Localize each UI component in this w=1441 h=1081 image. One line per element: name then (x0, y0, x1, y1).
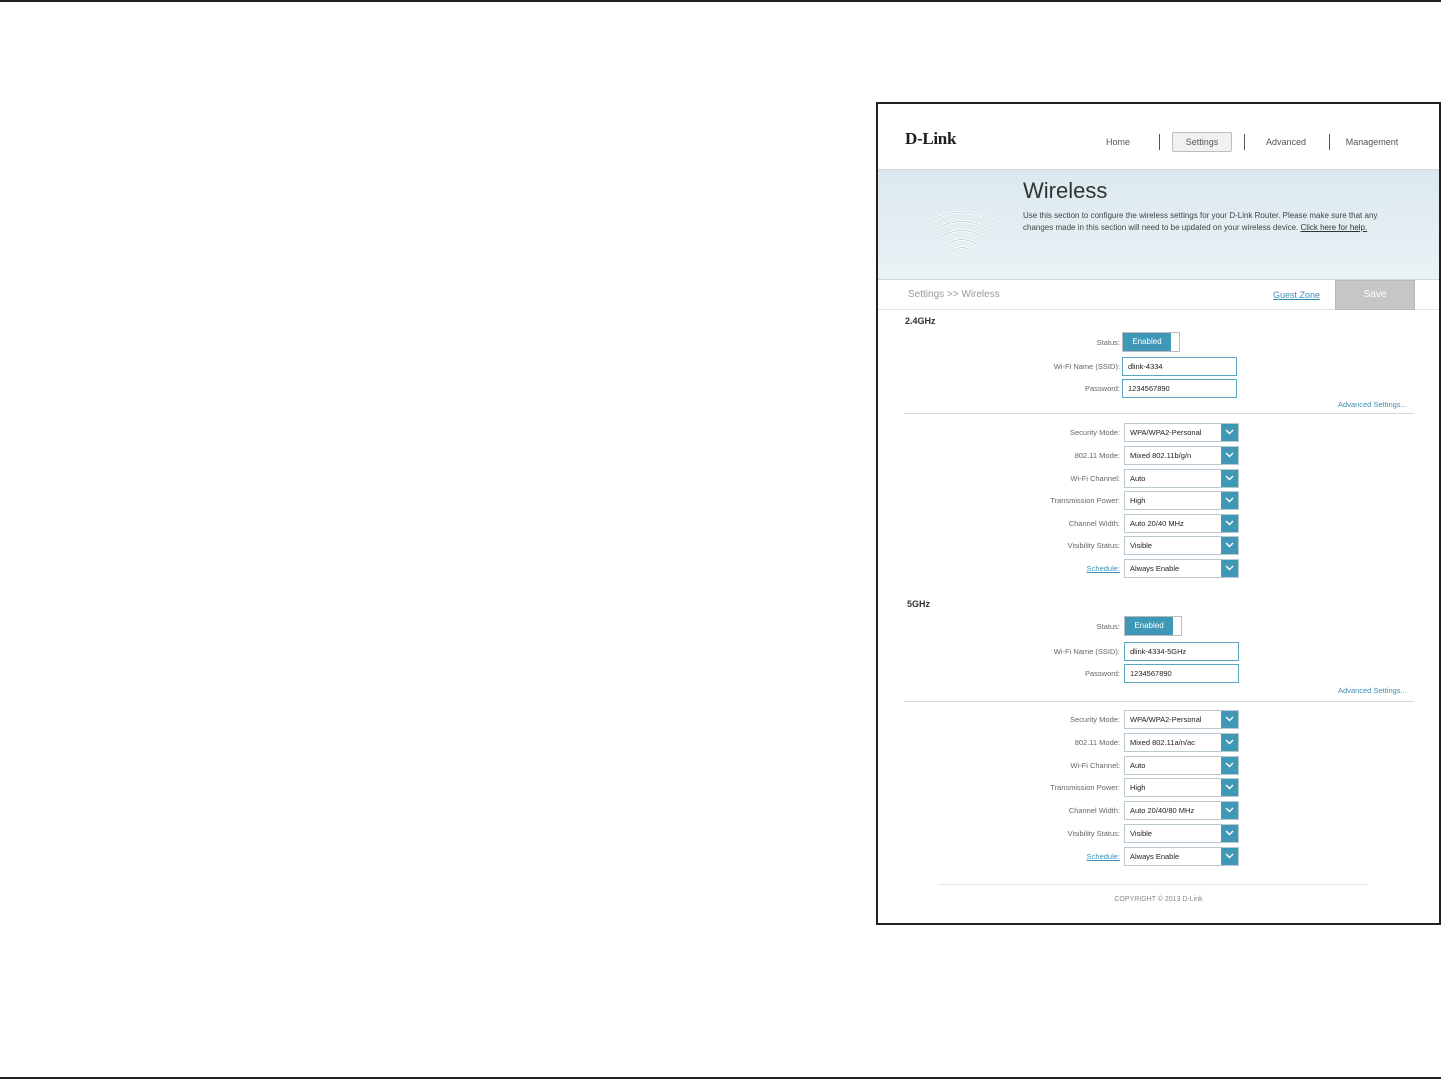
chevron-down-icon (1221, 447, 1238, 464)
select-value: Visible (1130, 829, 1152, 838)
status-toggle-label: Enabled (1123, 333, 1171, 351)
wifi-channel-label: Wi-Fi Channel: (1070, 761, 1120, 770)
select-value: Auto (1130, 474, 1146, 483)
password-input-5ghz[interactable]: 1234567890 (1124, 664, 1239, 683)
transmission-power-select-5ghz[interactable] (1124, 778, 1239, 797)
chevron-down-icon (1221, 470, 1238, 487)
visibility-status-label: Visibility Status: (1067, 829, 1120, 838)
schedule-label (970, 852, 1120, 861)
transmission-power-label: Transmission Power: (1050, 496, 1120, 505)
page-title: Wireless (1023, 178, 1108, 203)
schedule-select-24ghz[interactable] (1124, 559, 1239, 578)
security-mode-label: Security Mode: (1069, 428, 1120, 437)
ssid-label: Wi-Fi Name (SSID): (1053, 362, 1120, 371)
select-value: High (1130, 496, 1146, 505)
select-value: Mixed 802.11a/n/ac (1130, 738, 1195, 747)
chevron-down-icon (1221, 711, 1238, 728)
wifi-icon (922, 206, 1002, 256)
select-value: WPA/WPA2-Personal (1130, 428, 1202, 437)
section-divider (904, 413, 1414, 414)
advanced-settings-link-5ghz[interactable]: Advanced Settings... (1338, 686, 1407, 695)
chevron-down-icon (1221, 825, 1238, 842)
page-description (1023, 210, 1403, 234)
status-label: Status: (1096, 622, 1120, 631)
wireless-banner (878, 170, 1439, 280)
select-value: WPA/WPA2-Personal (1130, 715, 1202, 724)
status-toggle-24ghz[interactable] (1122, 332, 1180, 352)
password-label: Password: (1084, 669, 1120, 678)
select-value: Mixed 802.11b/g/n (1130, 451, 1192, 460)
wifi-channel-label: Wi-Fi Channel: (1070, 474, 1120, 483)
select-value: Auto 20/40/80 MHz (1130, 806, 1195, 815)
nav-settings[interactable]: Settings (1172, 132, 1232, 152)
password-input-24ghz[interactable]: 1234567890 (1122, 379, 1237, 398)
section-title-24ghz: 2.4GHz (905, 316, 936, 326)
main-nav (878, 134, 1439, 150)
wifi-mode-label: 802.11 Mode: (1074, 738, 1120, 747)
security-mode-label: Security Mode: (1069, 715, 1120, 724)
chevron-down-icon (1221, 424, 1238, 441)
router-ui-screenshot (876, 102, 1441, 925)
nav-separator (1159, 134, 1160, 150)
description-text: Use this section to configure the wireless settings for your D-Link Router. Please make sure that any changes made in this section will need to be updated on your wireless device. (1023, 211, 1378, 232)
channel-width-label: Channel Width: (1068, 519, 1120, 528)
wifi-mode-label: 802.11 Mode: (1074, 451, 1120, 460)
channel-width-select-24ghz[interactable] (1124, 514, 1239, 533)
top-navigation-bar (878, 104, 1439, 170)
wifi-channel-select-24ghz[interactable] (1124, 469, 1239, 488)
transmission-power-select-24ghz[interactable] (1124, 491, 1239, 510)
help-link[interactable]: Click here for help. (1300, 223, 1368, 232)
nav-advanced[interactable]: Advanced (1265, 137, 1307, 147)
chevron-down-icon (1221, 848, 1238, 865)
page-bottom-rule (0, 1077, 1441, 1079)
channel-width-label: Channel Width: (1068, 806, 1120, 815)
status-toggle-5ghz[interactable] (1124, 616, 1182, 636)
nav-home[interactable]: Home (1105, 137, 1130, 147)
chevron-down-icon (1221, 560, 1238, 577)
status-toggle-label: Enabled (1125, 617, 1173, 635)
nav-separator (1329, 134, 1330, 150)
schedule-select-5ghz[interactable] (1124, 847, 1239, 866)
save-button[interactable]: Save (1335, 280, 1415, 310)
chevron-down-icon (1221, 734, 1238, 751)
select-value: Auto (1130, 761, 1146, 770)
advanced-settings-link-24ghz[interactable]: Advanced Settings... (1338, 400, 1407, 409)
select-value: Always Enable (1130, 564, 1180, 573)
password-label: Password: (1084, 384, 1120, 393)
status-label: Status: (1096, 338, 1120, 347)
chevron-down-icon (1221, 757, 1238, 774)
security-mode-select-5ghz[interactable] (1124, 710, 1239, 729)
page-top-rule (0, 0, 1441, 2)
copyright: COPYRIGHT © 2013 D-Link (1114, 896, 1203, 903)
chevron-down-icon (1221, 515, 1238, 532)
nav-management[interactable]: Management (1345, 137, 1399, 147)
visibility-status-label: Visibility Status: (1067, 541, 1120, 550)
wifi-channel-select-5ghz[interactable] (1124, 756, 1239, 775)
section-title-5ghz: 5GHz (907, 599, 931, 609)
chevron-down-icon (1221, 492, 1238, 509)
section-divider (904, 701, 1414, 702)
schedule-link-24ghz[interactable]: Schedule: (1086, 564, 1120, 573)
chevron-down-icon (1221, 779, 1238, 796)
ssid-label: Wi-Fi Name (SSID): (1053, 647, 1120, 656)
footer-divider (938, 884, 1368, 885)
ssid-input-24ghz[interactable]: dlink-4334 (1122, 357, 1237, 376)
breadcrumb-bar (878, 280, 1439, 310)
breadcrumb: Settings >> Wireless (908, 289, 1000, 300)
wifi-mode-select-5ghz[interactable] (1124, 733, 1239, 752)
select-value: Auto 20/40 MHz (1130, 519, 1184, 528)
chevron-down-icon (1221, 537, 1238, 554)
channel-width-select-5ghz[interactable] (1124, 801, 1239, 820)
wifi-mode-select-24ghz[interactable] (1124, 446, 1239, 465)
chevron-down-icon (1221, 802, 1238, 819)
transmission-power-label: Transmission Power: (1050, 783, 1120, 792)
select-value: Visible (1130, 541, 1152, 550)
select-value: High (1130, 783, 1146, 792)
security-mode-select-24ghz[interactable] (1124, 423, 1239, 442)
guest-zone-link[interactable]: Guest Zone (1273, 290, 1321, 300)
visibility-status-select-24ghz[interactable] (1124, 536, 1239, 555)
nav-separator (1244, 134, 1245, 150)
dlink-logo: D-Link (905, 129, 957, 148)
ssid-input-5ghz[interactable]: dlink-4334-5GHz (1124, 642, 1239, 661)
schedule-link-5ghz[interactable]: Schedule: (1086, 852, 1120, 861)
select-value: Always Enable (1130, 852, 1180, 861)
visibility-status-select-5ghz[interactable] (1124, 824, 1239, 843)
schedule-label (970, 564, 1120, 573)
